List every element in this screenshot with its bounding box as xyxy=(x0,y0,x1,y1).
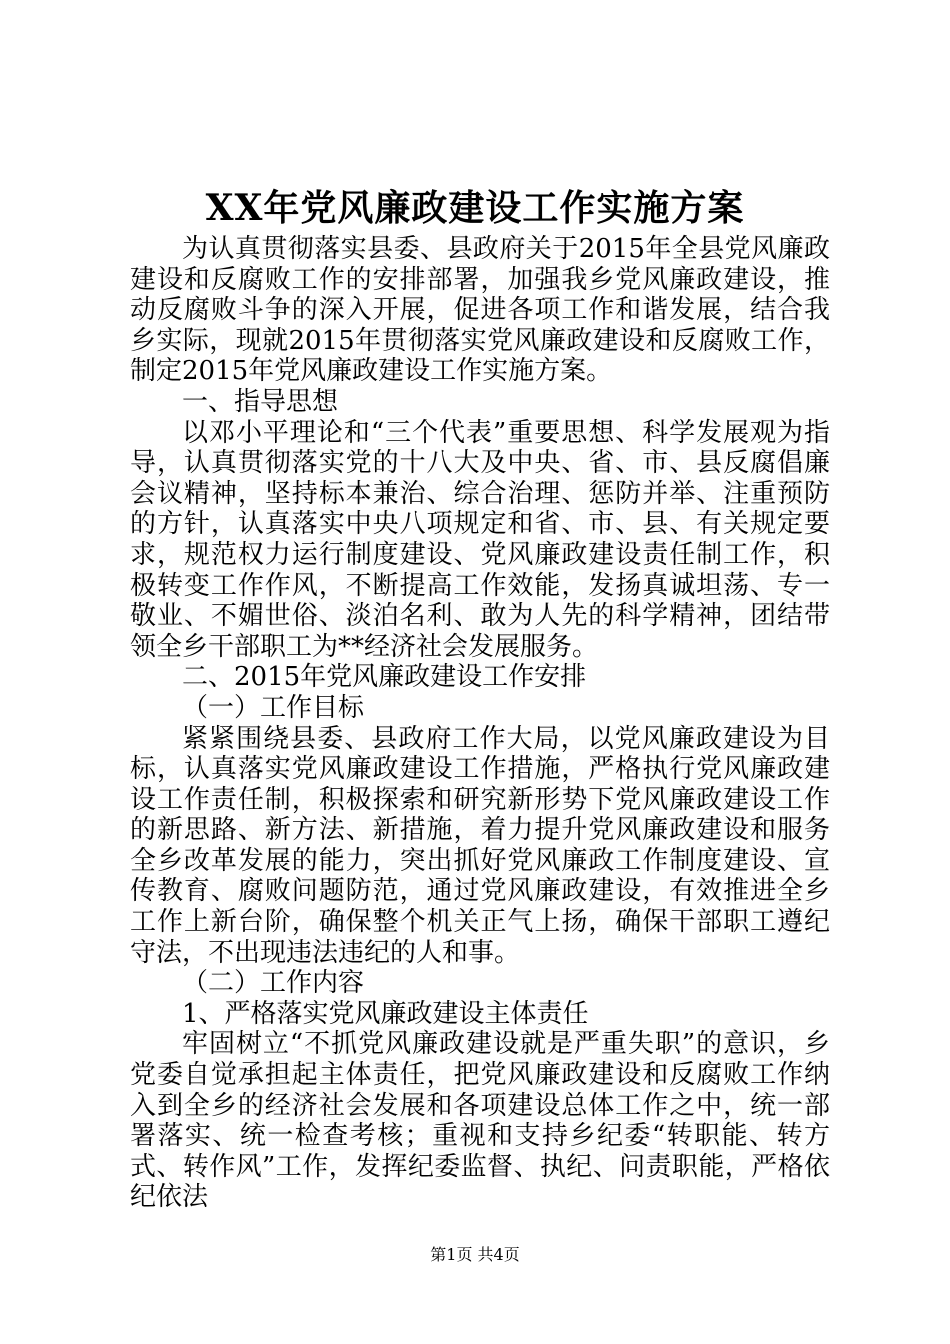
heading-main-responsibility: 1、严格落实党风廉政建设主体责任 xyxy=(182,998,589,1029)
heading-work-content: （二）工作内容 xyxy=(182,968,365,999)
heading-guiding-ideology: 一、指导思想 xyxy=(182,386,339,417)
paragraph-guiding-ideology: 以邓小平理论和“三个代表”重要思想、科学发展观为指导，认真贯彻落实党的十八大及中央、省、市、县反腐倡廉会议精神，坚持标本兼治、综合治理、惩防并举、注重预防的方针，认真落实中央八项规定和省、市、县、有关规定要求，规范权力运行制度建设、党风廉政建设责任制工作，积极转变工作作风，不断提高工作效能，发扬真诚坦荡、专一敬业、不媚世俗、淡泊名利、敢为人先的科学精神，团结带领全乡干部职工为**经济社会发展服务。 xyxy=(130,417,830,662)
paragraph-main-responsibility: 牢固树立“不抓党风廉政建设就是严重失职”的意识，乡党委自觉承担起主体责任，把党风廉政建设和反腐败工作纳入到全乡的经济社会发展和各项建设总体工作之中，统一部署落实、统一检查考核；重视和支持乡纪委“转职能、转方式、转作风”工作，发挥纪委监督、执纪、问责职能，严格依纪依法 xyxy=(130,1029,830,1213)
page-footer: 第1页 共4页 xyxy=(430,1245,520,1264)
paragraph-intro: 为认真贯彻落实县委、县政府关于2015年全县党风廉政建设和反腐败工作的安排部署，加强我乡党风廉政建设，推动反腐败斗争的深入开展，促进各项工作和谐发展，结合我乡实际，现就2015年贯彻落实党风廉政建设和反腐败工作，制定2015年党风廉政建设工作实施方案。 xyxy=(130,234,830,387)
document-body xyxy=(130,234,830,1213)
paragraph-work-goals: 紧紧围绕县委、县政府工作大局，以党风廉政建设为目标，认真落实党风廉政建设工作措施，严格执行党风廉政建设工作责任制，积极探索和研究新形势下党风廉政建设工作的新思路、新方法、新措施，着力提升党风廉政建设和服务全乡改革发展的能力，突出抓好党风廉政工作制度建设、宣传教育、腐败问题防范，通过党风廉政建设，有效推进全乡工作上新台阶，确保整个机关正气上扬，确保干部职工遵纪守法，不出现违法违纪的人和事。 xyxy=(130,723,830,968)
heading-work-arrangement: 二、2015年党风廉政建设工作安排 xyxy=(182,662,587,693)
heading-work-goals: （一）工作目标 xyxy=(182,692,365,723)
document-title: XX年党风廉政建设工作实施方案 xyxy=(205,187,745,229)
